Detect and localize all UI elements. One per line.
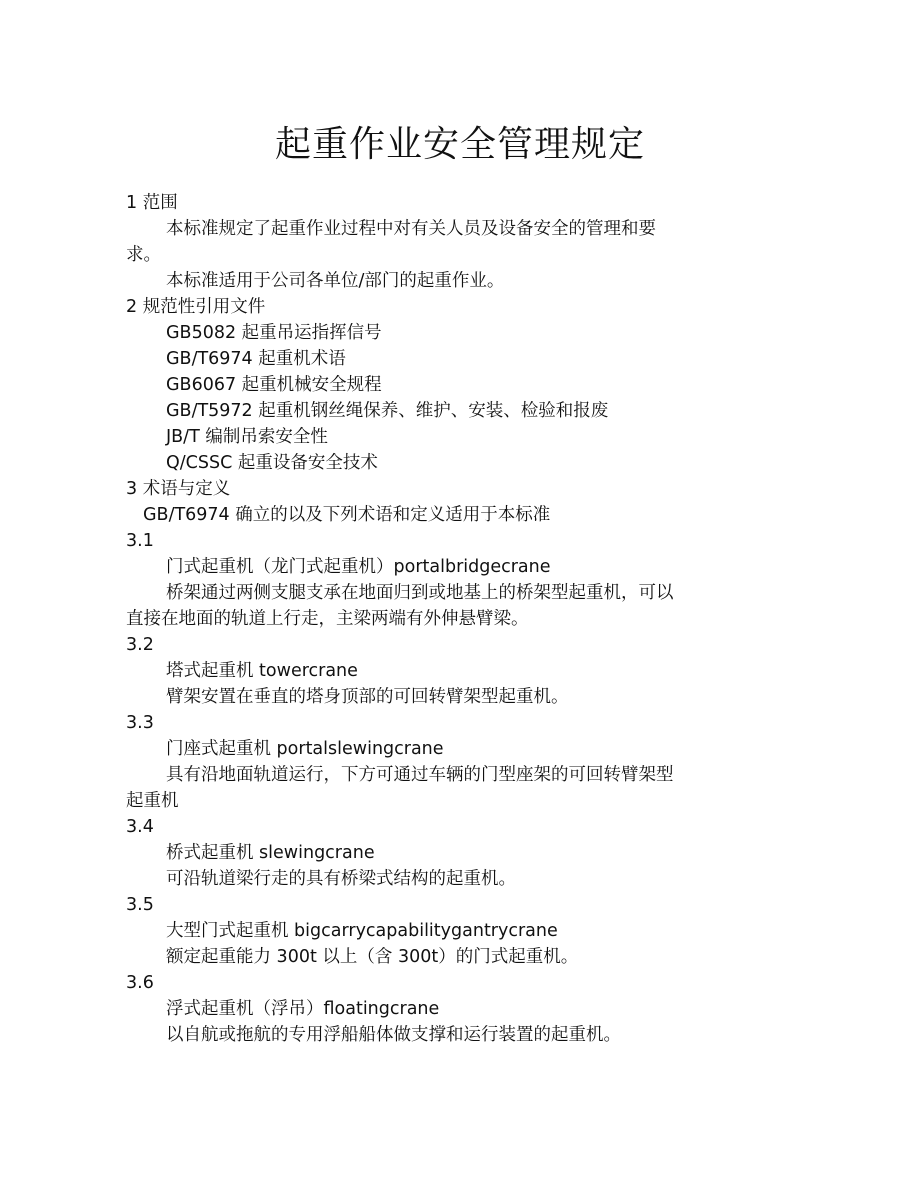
paragraph-line: 本标准规定了起重作业过程中对有关人员及设备安全的管理和要 — [166, 219, 656, 239]
term-number: 3.5 — [126, 895, 154, 915]
term-definition: 桥架通过两侧支腿支承在地面归到或地基上的桥架型起重机，可以 — [166, 583, 674, 603]
term-number: 3.2 — [126, 635, 154, 655]
section-heading-references: 2 规范性引用文件 — [126, 297, 266, 317]
document-title: 起重作业安全管理规定 — [274, 124, 645, 165]
paragraph-line: 本标准适用于公司各单位/部门的起重作业。 — [166, 271, 505, 291]
term-name: 门座式起重机 portalslewingcrane — [166, 739, 444, 759]
paragraph-line: 求。 — [126, 245, 161, 265]
term-name: 大型门式起重机 bigcarrycapabilitygantrycrane — [166, 921, 558, 941]
term-definition: 可沿轨道梁行走的具有桥梁式结构的起重机。 — [166, 869, 516, 889]
reference-item: GB5082 起重吊运指挥信号 — [166, 323, 382, 343]
reference-item: GB/T5972 起重机钢丝绳保养、维护、安装、检验和报废 — [166, 401, 609, 421]
term-name: 浮式起重机（浮吊）floatingcrane — [166, 999, 440, 1019]
term-definition: 直接在地面的轨道上行走，主梁两端有外伸悬臂梁。 — [126, 609, 529, 629]
term-definition: 臂架安置在垂直的塔身顶部的可回转臂架型起重机。 — [166, 687, 569, 707]
term-name: 门式起重机（龙门式起重机）portalbridgecrane — [166, 557, 551, 577]
paragraph-line: GB/T6974 确立的以及下列术语和定义适用于本标准 — [143, 505, 551, 525]
term-definition: 以自航或拖航的专用浮船船体做支撑和运行装置的起重机。 — [166, 1025, 621, 1045]
term-number: 3.4 — [126, 817, 154, 837]
term-number: 3.6 — [126, 973, 154, 993]
term-number: 3.3 — [126, 713, 154, 733]
term-name: 塔式起重机 towercrane — [166, 661, 358, 681]
section-heading-terms: 3 术语与定义 — [126, 479, 231, 499]
term-definition: 起重机 — [126, 791, 179, 811]
document-body — [0, 190, 920, 1048]
term-name: 桥式起重机 slewingcrane — [166, 843, 375, 863]
section-heading-scope: 1 范围 — [126, 193, 178, 213]
term-definition: 额定起重能力 300t 以上（含 300t）的门式起重机。 — [166, 947, 579, 967]
term-definition: 具有沿地面轨道运行，下方可通过车辆的门型座架的可回转臂架型 — [166, 765, 674, 785]
reference-item: JB/T 编制吊索安全性 — [166, 427, 328, 447]
term-number: 3.1 — [126, 531, 154, 551]
reference-item: GB/T6974 起重机术语 — [166, 349, 346, 369]
reference-item: Q/CSSC 起重设备安全技术 — [166, 453, 378, 473]
reference-item: GB6067 起重机械安全规程 — [166, 375, 382, 395]
